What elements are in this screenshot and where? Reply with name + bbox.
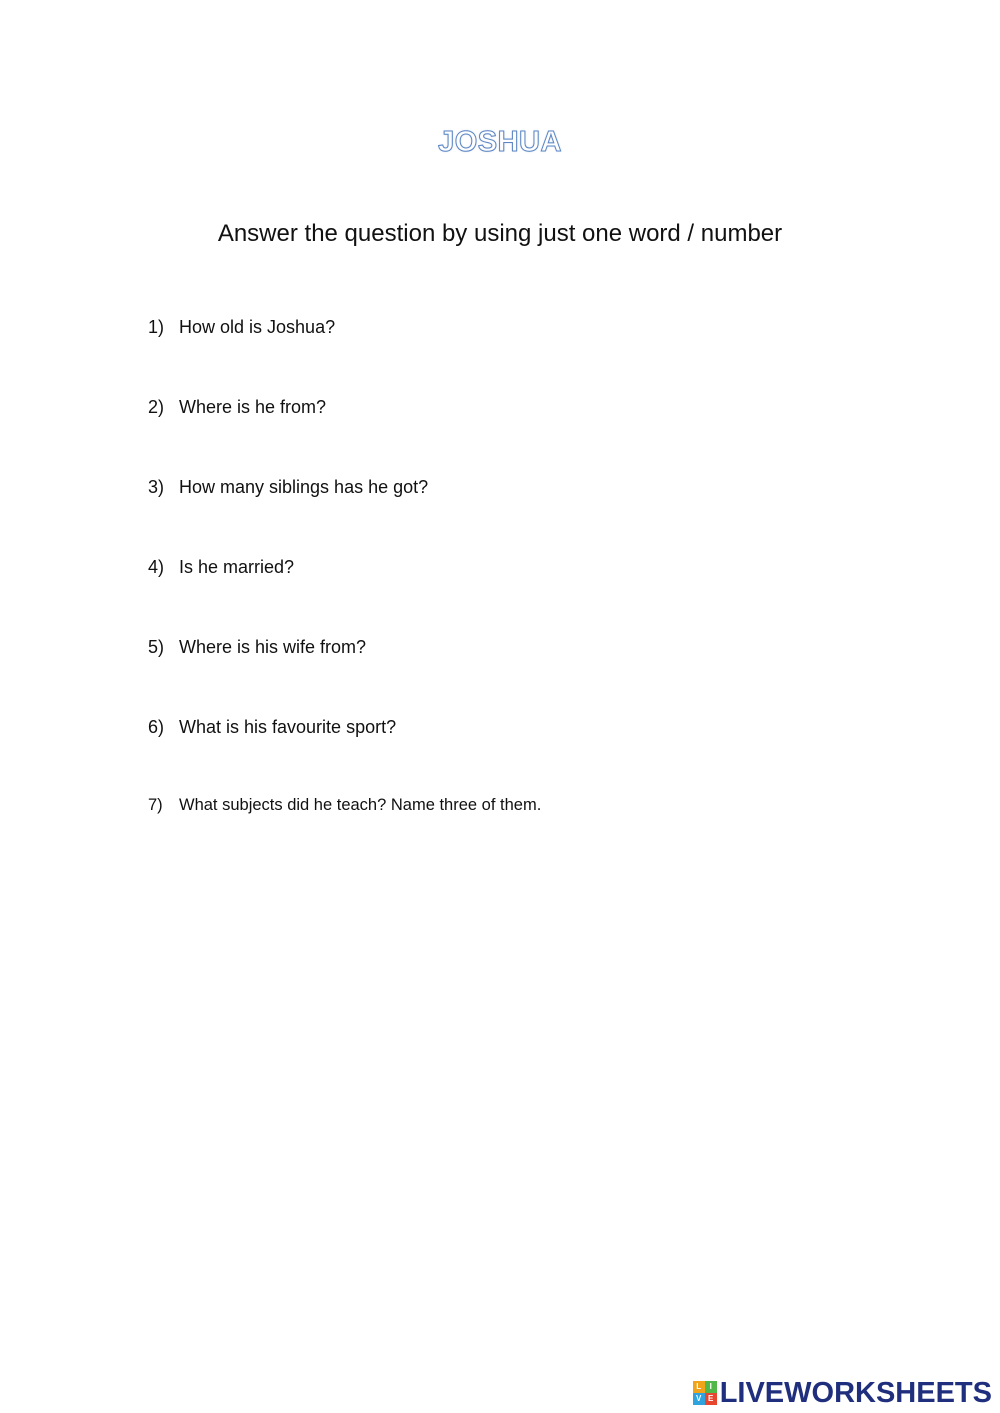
question-text: What is his favourite sport? [179,717,397,737]
question-item [148,392,908,422]
question-number: 1) [148,317,165,337]
question-text: What subjects did he teach? Name three of them. [179,796,542,814]
question-text: Is he married? [179,557,295,577]
question-number: 4) [148,557,165,577]
question-number: 6) [148,717,165,737]
worksheet-title: JOSHUA [438,126,562,158]
question-item [148,552,908,582]
liveworksheets-brand-text: LIVEWORKSHEETS [719,1377,992,1409]
question-item [148,790,908,820]
question-text: How many siblings has he got? [179,477,429,497]
question-text: Where is he from? [179,397,327,417]
instruction-text: Answer the question by using just one word / number [217,220,783,247]
question-number: 5) [148,637,165,657]
question-text: How old is Joshua? [179,317,336,337]
liveworksheets-logo [693,1376,992,1410]
question-item [148,632,908,662]
question-item [148,312,908,342]
question-item [148,472,908,502]
question-number: 2) [148,397,165,417]
question-item [148,712,908,742]
question-number: 7) [148,796,163,814]
question-number: 3) [148,477,165,497]
liveworksheets-logo-icon: L I V E [693,1381,717,1405]
question-text: Where is his wife from? [179,637,367,657]
